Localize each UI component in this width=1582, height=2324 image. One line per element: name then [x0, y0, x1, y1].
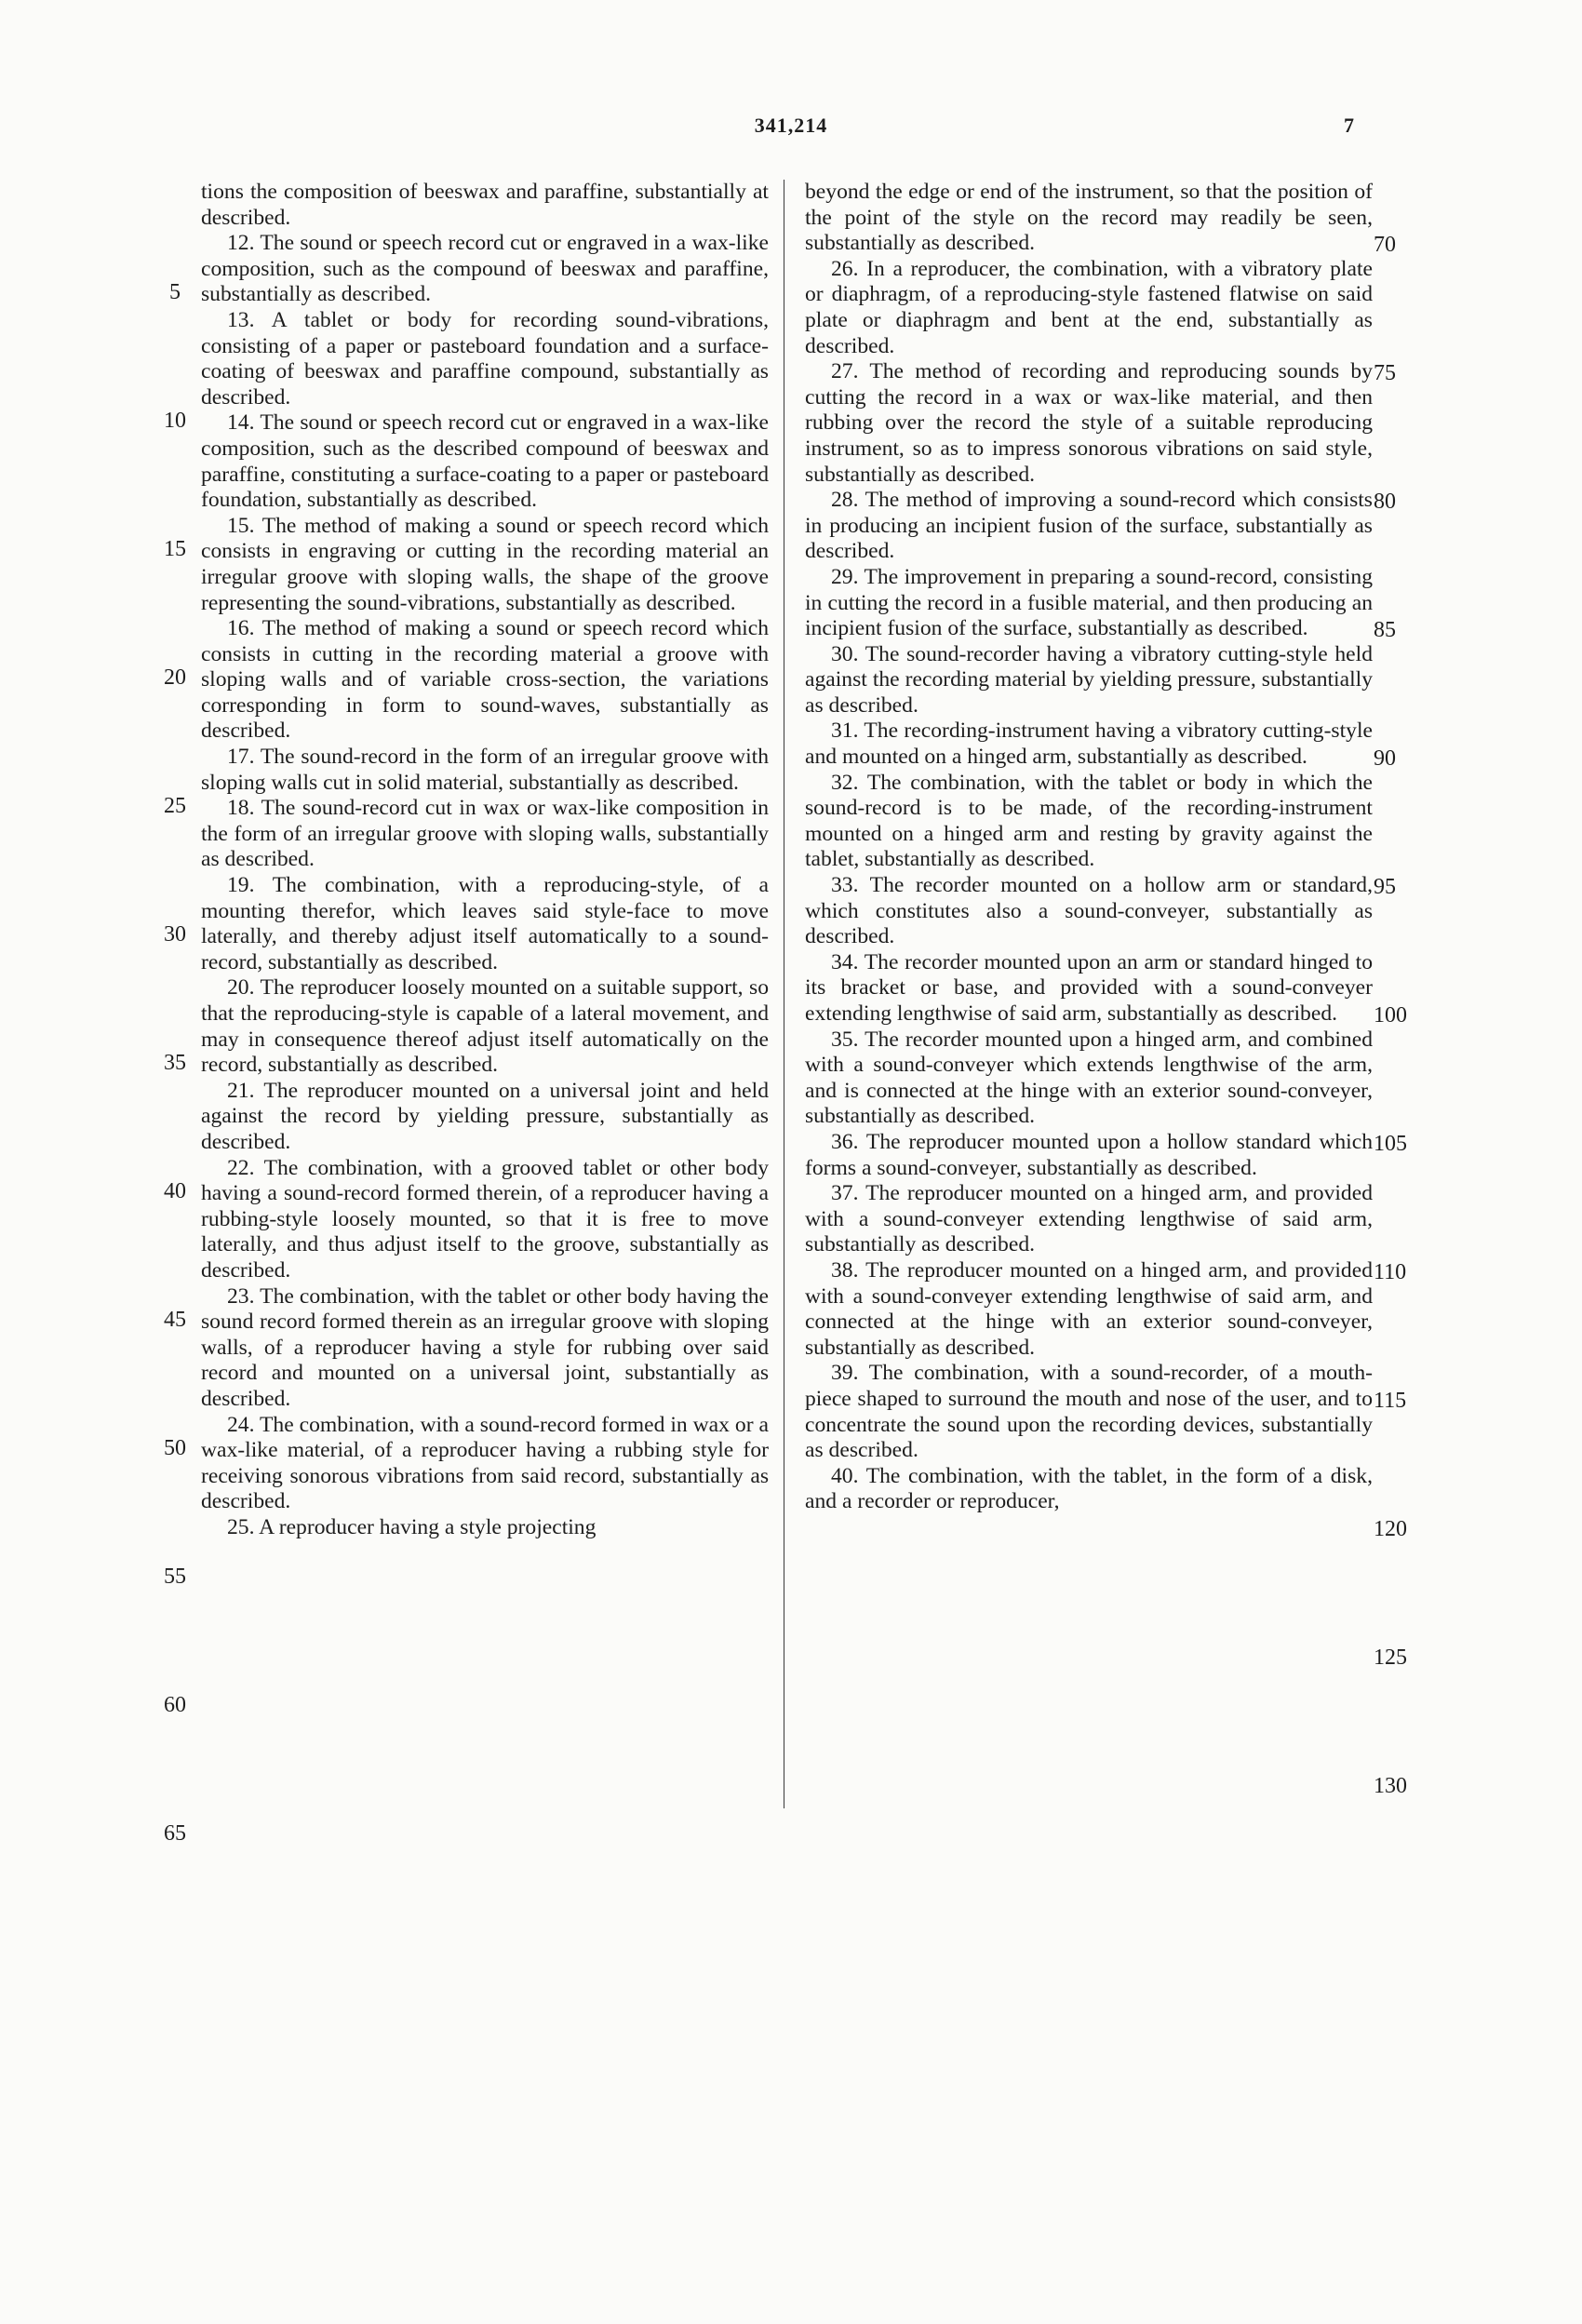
claim-paragraph: 31. The recording-instrument having a vibratory cutting-style and mounted on a hinged arm, substantially as described. — [805, 719, 1373, 770]
line-number: 20 — [164, 665, 186, 690]
claim-paragraph: 19. The combination, with a reproducing-style, of a mounting therefor, which leaves said style-face to move laterally, and thereby adjust itself automatically to a sound-record, substantially as described. — [201, 873, 769, 974]
claim-paragraph: 23. The combination, with the tablet or other body having the sound record formed therein as an irregular groove with sloping walls, of a reproducer having a style for rubbing over said record and mounted on a universal joint, substantially as described. — [201, 1283, 769, 1411]
line-number: 35 — [164, 1051, 186, 1075]
line-number: 95 — [1374, 875, 1396, 899]
line-number: 115 — [1374, 1389, 1407, 1413]
patent-number: 341,214 — [754, 114, 828, 137]
line-number: 110 — [1374, 1260, 1407, 1284]
claim-paragraph: 26. In a reproducer, the combination, with a vibratory plate or diaphragm, of a reproducing-style fastened flatwise on said plate or diaphragm and bent at the end, substantially as described. — [805, 256, 1373, 358]
page-header — [0, 114, 1582, 141]
right-column — [805, 180, 1373, 1515]
claim-paragraph: 24. The combination, with a sound-record formed in wax or a wax-like material, of a reproducer having a rubbing style for receiving sonorous vibrations from said record, substantially as described. — [201, 1412, 769, 1514]
claim-paragraph: tions the composition of beeswax and paraffine, substantially at described. — [201, 180, 769, 230]
claim-paragraph: beyond the edge or end of the instrument, so that the position of the point of the style on the record may readily be seen, substantially as described. — [805, 180, 1373, 256]
line-number: 105 — [1374, 1132, 1407, 1156]
claim-paragraph: 38. The reproducer mounted on a hinged arm, and provided with a sound-conveyer extending lengthwise of said arm, and connected at the hinge with an exterior sound-conveyer, substantially as described. — [805, 1257, 1373, 1360]
claim-paragraph: 18. The sound-record cut in wax or wax-like composition in the form of an irregular groove with sloping walls, substantially as described. — [201, 796, 769, 872]
claim-paragraph: 32. The combination, with the tablet or body in which the sound-record is to be made, of the recording-instrument mounted on a hinged arm and resting by gravity against the tablet, substantially as described. — [805, 770, 1373, 872]
line-number: 5 — [169, 280, 181, 304]
claim-paragraph: 13. A tablet or body for recording sound-vibrations, consisting of a paper or pasteboard foundation and a surface-coating of beeswax and paraffine compound, substantially as described. — [201, 307, 769, 410]
line-number: 15 — [164, 537, 186, 561]
line-number: 10 — [164, 409, 186, 433]
claim-paragraph: 40. The combination, with the tablet, in the form of a disk, and a recorder or reproducer, — [805, 1463, 1373, 1514]
line-number: 40 — [164, 1179, 186, 1203]
claim-paragraph: 35. The recorder mounted upon a hinged arm, and combined with a sound-conveyer which extends lengthwise of the arm, and is connected at the hinge with an exterior sound-conveyer, substantially as described. — [805, 1027, 1373, 1129]
line-number: 30 — [164, 922, 186, 947]
claim-paragraph: 37. The reproducer mounted on a hinged arm, and provided with a sound-conveyer extending lengthwise of said arm, substantially as described. — [805, 1181, 1373, 1257]
claim-paragraph: 33. The recorder mounted on a hollow arm or standard, which constitutes also a sound-conveyer, substantially as described. — [805, 873, 1373, 949]
claim-paragraph: 12. The sound or speech record cut or engraved in a wax-like composition, such as the compound of beeswax and paraffine, substantially as described. — [201, 231, 769, 307]
line-number: 125 — [1374, 1646, 1407, 1670]
left-column — [201, 180, 769, 1540]
claim-paragraph: 27. The method of recording and reproducing sounds by cutting the record in a wax or wax-like material, and then rubbing over the record the style of a suitable reproducing instrument, so as to impress sonorous vibrations on said style, substantially as described. — [805, 359, 1373, 487]
line-number: 60 — [164, 1693, 186, 1717]
line-number: 80 — [1374, 490, 1396, 514]
claim-paragraph: 17. The sound-record in the form of an irregular groove with sloping walls cut in solid material, substantially as described. — [201, 745, 769, 795]
line-number: 50 — [164, 1436, 186, 1460]
line-number: 100 — [1374, 1003, 1407, 1028]
line-number: 25 — [164, 794, 186, 818]
claim-paragraph: 25. A reproducer having a style projecting — [227, 1514, 597, 1539]
claim-paragraph: 39. The combination, with a sound-recorder, of a mouth-piece shaped to surround the mouth and nose of the user, and to concentrate the sound upon the recording devices, substantially as described. — [805, 1361, 1373, 1463]
line-number: 130 — [1374, 1774, 1407, 1798]
line-number: 70 — [1374, 233, 1396, 257]
claim-paragraph: 20. The reproducer loosely mounted on a suitable support, so that the reproducing-style is capable of a lateral movement, and may in consequence thereof adjust itself automatically on the record, substantially as described. — [201, 975, 769, 1078]
page-number: 7 — [1344, 114, 1354, 137]
claim-paragraph: 15. The method of making a sound or speech record which consists in engraving or cutting in the recording material an irregular groove with sloping walls, the shape of the groove representing the sound-vibrations, substantially as described. — [201, 513, 769, 615]
line-number: 65 — [164, 1821, 186, 1846]
line-number: 55 — [164, 1565, 186, 1589]
claim-paragraph: 14. The sound or speech record cut or engraved in a wax-like composition, such as the described compound of beeswax and paraffine, constituting a surface-coating to a paper or pasteboard foundation, substantially as described. — [201, 410, 769, 513]
claim-paragraph: 34. The recorder mounted upon an arm or standard hinged to its bracket or base, and provided with a sound-conveyer extending lengthwise of said arm, substantially as described. — [805, 949, 1373, 1026]
claim-paragraph: 36. The reproducer mounted upon a hollow standard which forms a sound-conveyer, substantially as described. — [805, 1129, 1373, 1180]
claim-paragraph: 30. The sound-recorder having a vibratory cutting-style held against the recording material by yielding pressure, substantially as described. — [805, 641, 1373, 718]
line-number: 85 — [1374, 618, 1396, 642]
line-number: 120 — [1374, 1517, 1407, 1541]
line-number: 90 — [1374, 746, 1396, 771]
claim-paragraph: 22. The combination, with a grooved tablet or other body having a sound-record formed therein, of a reproducer having a rubbing-style loosely mounted, so that it is free to move laterally, and thus adjust itself to the groove, substantially as described. — [201, 1155, 769, 1283]
line-number: 75 — [1374, 361, 1396, 385]
line-number: 45 — [164, 1308, 186, 1332]
claim-paragraph: 29. The improvement in preparing a sound-record, consisting in cutting the record in a fusible material, and then producing an incipient fusion of the surface, substantially as described. — [805, 564, 1373, 641]
claim-paragraph: 21. The reproducer mounted on a universal joint and held against the record by yielding pressure, substantially as described. — [201, 1078, 769, 1154]
claim-paragraph: 28. The method of improving a sound-record which consists in producing an incipient fusion of the surface, substantially as described. — [805, 488, 1373, 564]
claim-paragraph: 16. The method of making a sound or speech record which consists in cutting in the recording material a groove with sloping walls and of variable cross-section, the variations corresponding in form to sound-waves, substantially as described. — [201, 616, 769, 744]
